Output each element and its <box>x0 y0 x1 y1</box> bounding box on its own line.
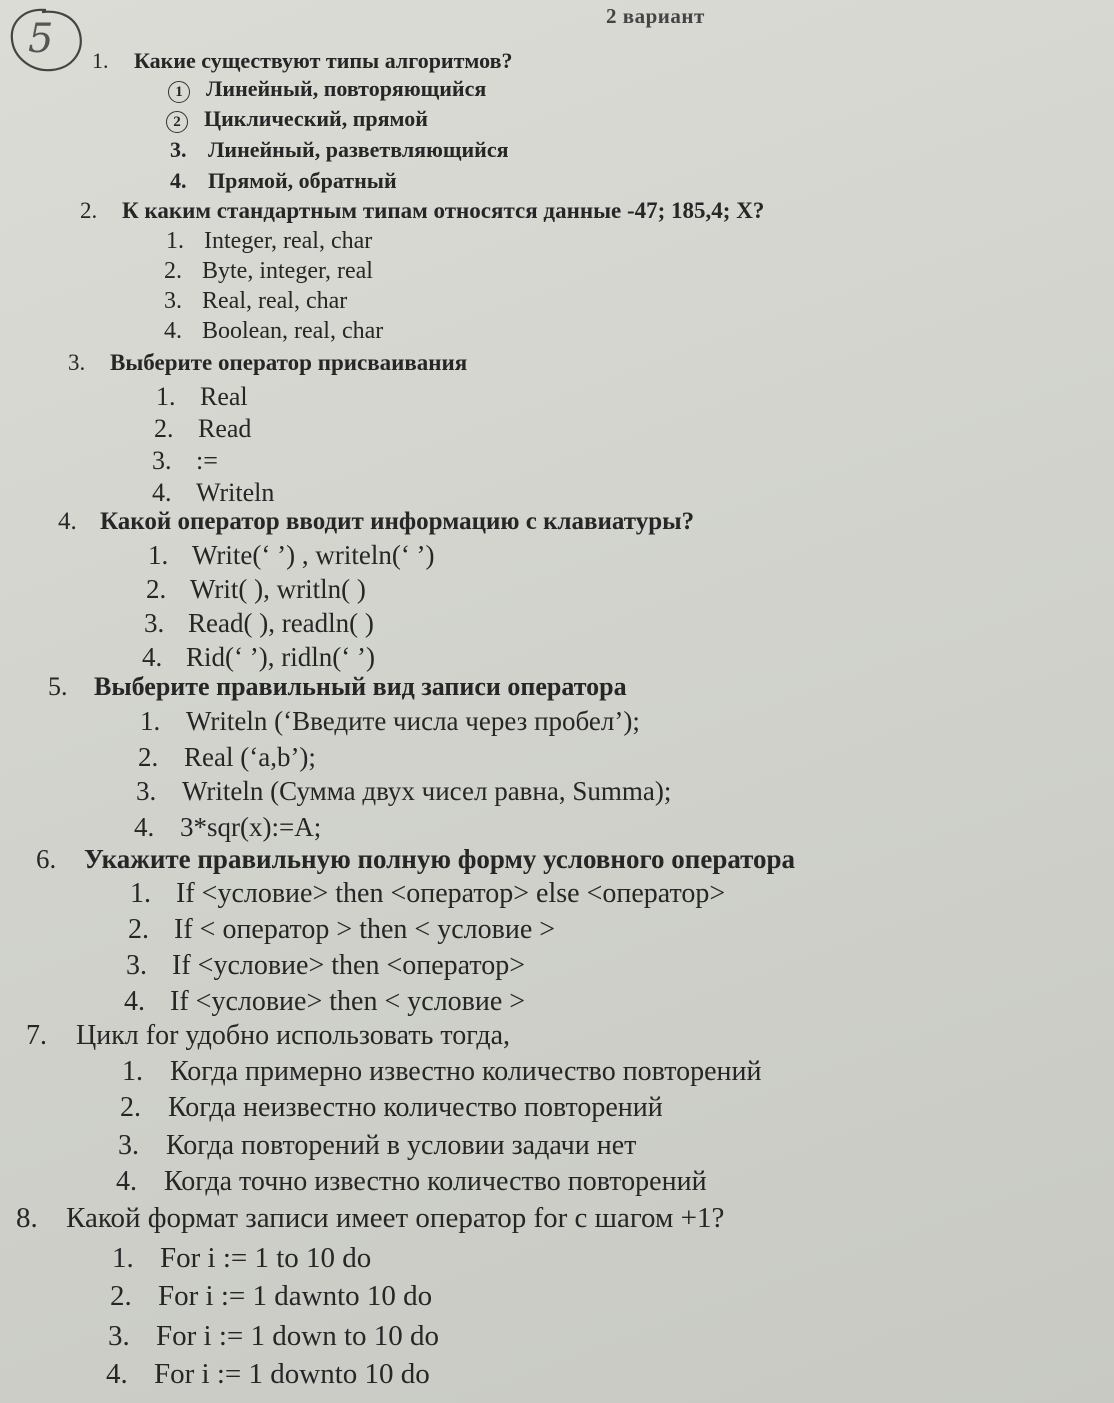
variant-heading: 2 вариант <box>606 4 705 28</box>
grade-circle-mark <box>6 6 86 76</box>
option-text: Линейный, повторяющийся <box>206 76 487 101</box>
question-7 <box>26 1020 510 1052</box>
option-text: If <условие> then < условие > <box>170 986 526 1017</box>
question-5 <box>48 672 627 702</box>
option-text: Когда примерно известно количество повторений <box>170 1056 762 1087</box>
option-3-1: 1. Real <box>156 382 248 411</box>
question-1 <box>92 48 512 74</box>
option-2-2: 2. Byte, integer, real <box>164 258 373 284</box>
option-6-4: 4. If <условие> then < условие > <box>124 986 526 1017</box>
option-text: Boolean, real, char <box>202 318 384 344</box>
option-3-4: 4. Writeln <box>152 478 275 507</box>
option-text: Read( ), readln( ) <box>188 608 374 638</box>
option-7-2: 2. Когда неизвестно количество повторений <box>120 1092 663 1123</box>
question-6 <box>36 844 795 875</box>
grade-value: 5 <box>28 16 54 62</box>
option-1-2 <box>166 106 428 133</box>
option-8-2: 2. For i := 1 dawnto 10 do <box>110 1280 433 1312</box>
option-text: Циклический, прямой <box>204 106 428 131</box>
question-2 <box>80 198 764 224</box>
option-text: Real <box>200 382 248 411</box>
option-8-4: 4. For i := 1 downto 10 do <box>106 1358 430 1390</box>
circled-mark-icon: 1 <box>168 76 206 103</box>
option-text: For i := 1 down to 10 do <box>156 1320 440 1352</box>
question-text: К каким стандартным типам относятся данные -47; 185,4; X? <box>122 198 765 223</box>
question-number: 2. <box>80 198 98 223</box>
option-1-3: 3. Линейный, разветвляющийся <box>170 137 509 162</box>
option-1-1 <box>168 76 486 103</box>
option-text: If < оператор > then < условие > <box>174 914 556 945</box>
option-6-3: 3. If <условие> then <оператор> <box>126 950 526 981</box>
option-3-3: 3. := <box>152 446 218 475</box>
question-number: 6. <box>36 844 57 874</box>
option-text: If <условие> then <оператор> <box>172 950 526 981</box>
question-number: 3. <box>68 350 86 375</box>
option-text: For i := 1 downto 10 do <box>154 1358 430 1390</box>
question-text: Какие существуют типы алгоритмов? <box>134 48 513 73</box>
option-2-4: 4. Boolean, real, char <box>164 318 384 344</box>
question-text: Какой формат записи имеет оператор for с шагом +1? <box>66 1202 725 1234</box>
option-text: Byte, integer, real <box>202 258 373 284</box>
question-number: 8. <box>16 1202 38 1234</box>
question-number: 4. <box>58 508 77 535</box>
option-6-1: 1. If <условие> then <оператор> else <оператор> <box>130 878 726 909</box>
option-4-2: 2. Writ( ), writln( ) <box>146 574 366 604</box>
question-3 <box>68 350 467 376</box>
option-text: Writ( ), writln( ) <box>190 574 366 604</box>
option-text: Real, real, char <box>202 288 348 314</box>
question-number: 5. <box>48 672 68 701</box>
option-text: For i := 1 to 10 do <box>160 1242 372 1274</box>
option-2-3: 3. Real, real, char <box>164 288 348 314</box>
option-7-1: 1. Когда примерно известно количество повторений <box>122 1056 762 1087</box>
option-2-1: 1. Integer, real, char <box>166 228 373 254</box>
option-7-3: 3. Когда повторений в условии задачи нет <box>118 1130 637 1161</box>
option-text: 3*sqr(x):=A; <box>180 812 322 842</box>
question-text: Какой оператор вводит информацию с клавиатуры? <box>100 508 695 535</box>
option-text: Writeln (Сумма двух чисел равна, Summa); <box>182 776 672 806</box>
option-text: Read <box>198 414 252 443</box>
option-4-4: 4. Rid(‘ ’), ridln(‘ ’) <box>142 642 375 672</box>
question-8 <box>16 1202 724 1235</box>
option-text: Когда повторений в условии задачи нет <box>166 1130 637 1161</box>
option-text: Writeln <box>196 478 275 507</box>
option-5-1: 1. Writeln (‘Введите числа через пробел’); <box>140 706 640 736</box>
option-text: Прямой, обратный <box>208 168 397 193</box>
option-text: Real (‘a,b’); <box>184 742 316 772</box>
option-5-2: 2. Real (‘a,b’); <box>138 742 316 772</box>
option-5-4: 4. 3*sqr(x):=A; <box>134 812 322 842</box>
option-text: For i := 1 dawnto 10 do <box>158 1280 433 1312</box>
option-8-3: 3. For i := 1 down to 10 do <box>108 1320 440 1352</box>
option-text: Когда неизвестно количество повторений <box>168 1092 663 1123</box>
option-5-3: 3. Writeln (Сумма двух чисел равна, Summa); <box>136 776 672 806</box>
option-text: Линейный, разветвляющийся <box>208 137 509 162</box>
option-3-2: 2. Read <box>154 414 252 443</box>
option-8-1: 1. For i := 1 to 10 do <box>112 1242 372 1274</box>
question-text: Выберите правильный вид записи оператора <box>94 672 627 701</box>
option-text: Integer, real, char <box>204 228 373 254</box>
option-text: Writeln (‘Введите числа через пробел’); <box>186 706 640 736</box>
option-text: Когда точно известно количество повторений <box>164 1166 707 1197</box>
option-1-4: 4. Прямой, обратный <box>170 168 397 193</box>
question-text: Выберите оператор присваивания <box>110 350 468 375</box>
option-4-3: 3. Read( ), readln( ) <box>144 608 374 638</box>
question-4 <box>58 508 694 536</box>
option-text: Write(‘ ’) , writeln(‘ ’) <box>192 540 435 570</box>
question-text: Укажите правильную полную форму условного оператора <box>84 844 796 874</box>
option-7-4: 4. Когда точно известно количество повторений <box>116 1166 707 1197</box>
option-text: := <box>196 446 218 475</box>
question-number: 7. <box>26 1020 47 1051</box>
option-text: Rid(‘ ’), ridln(‘ ’) <box>186 642 375 672</box>
option-text: If <условие> then <оператор> else <оператор> <box>176 878 726 909</box>
option-6-2: 2. If < оператор > then < условие > <box>128 914 556 945</box>
question-text: Цикл for удобно использовать тогда, <box>76 1020 510 1051</box>
circled-mark-icon: 2 <box>166 106 204 133</box>
question-number: 1. <box>92 48 109 73</box>
option-4-1: 1. Write(‘ ’) , writeln(‘ ’) <box>148 540 435 570</box>
